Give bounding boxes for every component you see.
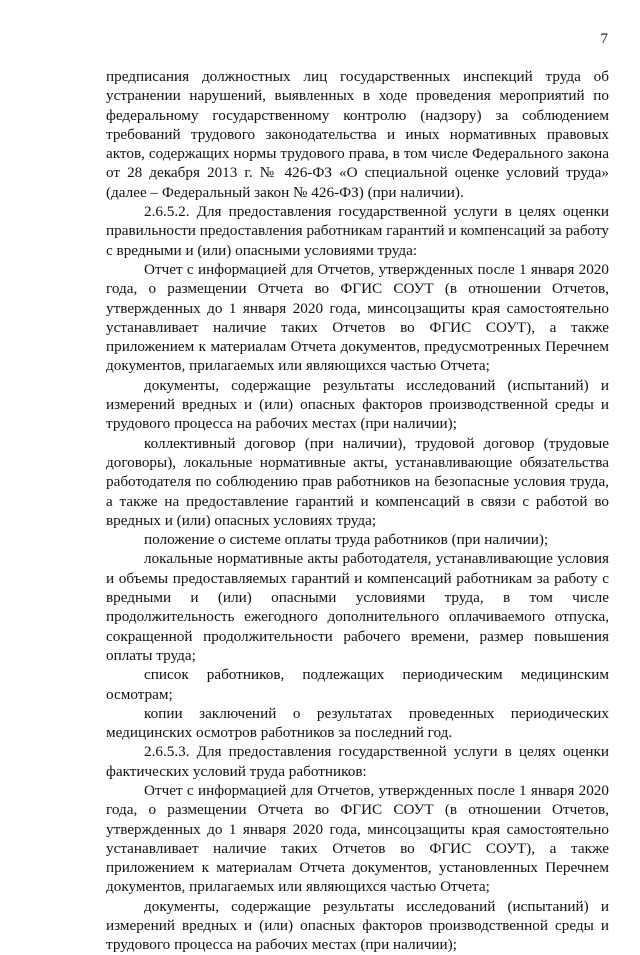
paragraph: Отчет с информацией для Отчетов, утвержденных после 1 января 2020 года, о размещении Отчета во ФГИС СОУТ (в отношении Отчетов, утвержденных до 1 января 2020 года, минсоцзащиты края самостоятельно устанавливает наличие таких Отчетов во ФГИС СОУТ), а также приложением к материалам Отчета документов, предусмотренных Перечнем документов, прилагаемых или являющихся частью Отчета; bbox=[106, 260, 609, 375]
page-number: 7 bbox=[600, 31, 608, 47]
paragraph: коллективный договор (при наличии), трудовой договор (трудовые договоры), локальные нормативные акты, устанавливающие обязательства работодателя по соблюдению прав работников на безопасные условия труда, а также на предоставление гарантий и компенсаций в связи с работой во вредных и (или) опасных условиях труда; bbox=[106, 434, 609, 529]
paragraph: 2.6.5.3. Для предоставления государственной услуги в целях оценки фактических условий труда работников: bbox=[106, 743, 609, 780]
paragraph: список работников, подлежащих периодическим медицинским осмотрам; bbox=[106, 666, 609, 703]
paragraph: локальные нормативные акты работодателя, устанавливающие условия и объемы предоставляемых гарантий и компенсаций работникам за работу с вредными и (или) опасными условиями труда, в том числе продолжительность ежегодного дополнительного оплачиваемого отпуска, сокращенной продолжительности рабочего времени, размер повышения оплаты труда; bbox=[106, 550, 609, 664]
paragraph: положение о системе оплаты труда работников (при наличии); bbox=[144, 531, 549, 549]
paragraph: 2.6.5.2. Для предоставления государственной услуги в целях оценки правильности предоставления работникам гарантий и компенсаций за работу с вредными и (или) опасными условиями труда: bbox=[106, 203, 609, 259]
paragraph: документы, содержащие результаты исследований (испытаний) и измерений вредных и (или) опасных факторов производственной среды и трудового процесса на рабочих местах (при наличии); bbox=[106, 897, 609, 954]
paragraph: Отчет с информацией для Отчетов, утвержденных после 1 января 2020 года, о размещении Отчета во ФГИС СОУТ (в отношении Отчетов, утвержденных до 1 января 2020 года, минсоцзащиты края самостоятельно устанавливает наличие таких Отчетов во ФГИС СОУТ), а также приложением к материалам Отчета документов, установленных Перечнем документов, прилагаемых или являющихся частью Отчета; bbox=[106, 781, 609, 896]
paragraph: предписания должностных лиц государственных инспекций труда об устранении нарушений, выявленных в ходе проведения мероприятий по федеральному государственному контролю (надзору) за соблюдением требований трудового законодательства и иных нормативных правовых актов, содержащих нормы трудового права, в том числе Федерального закона от 28 декабря 2013 г. № 426-ФЗ «О специальной оценке условий труда» (далее – Федеральный закон № 426-ФЗ) (при наличии). bbox=[106, 68, 609, 201]
paragraph: документы, содержащие результаты исследований (испытаний) и измерений вредных и (или) опасных факторов производственной среды и трудового процесса на рабочих местах (при наличии); bbox=[106, 376, 609, 433]
paragraph: копии заключений о результатах проведенных периодических медицинских осмотров работников за последний год. bbox=[106, 704, 609, 742]
document-body bbox=[106, 67, 609, 955]
